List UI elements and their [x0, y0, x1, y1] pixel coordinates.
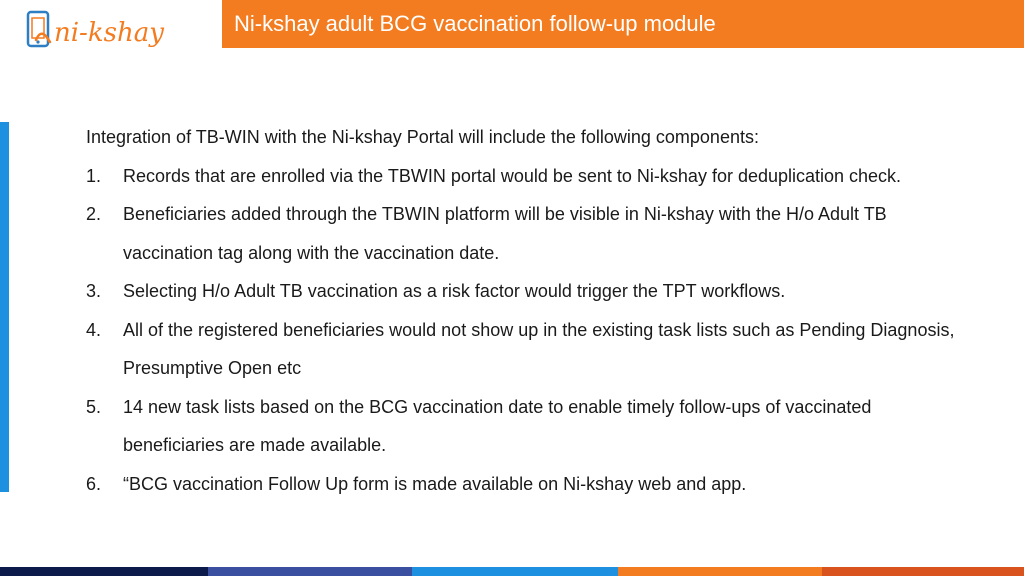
- content-body: [86, 118, 966, 503]
- header-bar: [222, 0, 1024, 48]
- list-item-text: Selecting H/o Adult TB vaccination as a risk factor would trigger the TPT workflows.: [123, 281, 786, 301]
- footer-segment: [208, 567, 412, 576]
- list-item-number: 2.: [86, 204, 102, 224]
- intro-text: Integration of TB-WIN with the Ni-kshay Portal will include the following components:: [86, 127, 759, 147]
- list-item-text: 14 new task lists based on the BCG vaccination date to enable timely follow-ups of vaccinated beneficiaries are made available.: [123, 396, 872, 455]
- component-list: [86, 157, 966, 504]
- footer-segment: [412, 567, 618, 576]
- list-item: [86, 388, 966, 465]
- list-item-number: 4.: [86, 319, 102, 340]
- list-item-number: 5.: [86, 396, 102, 417]
- nikshay-logo-icon: [26, 10, 196, 54]
- footer-segment: [822, 567, 1024, 576]
- list-item-number: 1.: [86, 165, 102, 186]
- list-item-number: 6.: [86, 473, 102, 494]
- nikshay-logo: [26, 10, 196, 54]
- footer-color-strip: [0, 567, 1024, 576]
- page-title: Ni-kshay adult BCG vaccination follow-up module: [234, 11, 716, 36]
- list-item: [86, 465, 966, 504]
- logo-wordmark: ni-kshay: [54, 18, 164, 48]
- left-accent-bar: [0, 122, 9, 492]
- list-item-text: Records that are enrolled via the TBWIN portal would be sent to Ni-kshay for deduplication check.: [123, 165, 902, 186]
- list-item: [86, 311, 966, 388]
- footer-segment: [0, 567, 208, 576]
- list-item: [86, 157, 966, 196]
- list-item-number: 3.: [86, 281, 102, 301]
- list-item-text: All of the registered beneficiaries would not show up in the existing task lists such as Pending Diagnosis, Presumptive Open etc: [123, 319, 955, 378]
- footer-segment: [618, 567, 822, 576]
- list-item-text: Beneficiaries added through the TBWIN platform will be visible in Ni-kshay with the H/o Adult TB vaccination tag along with the vaccination date.: [123, 204, 887, 263]
- list-item-text: “BCG vaccination Follow Up form is made available on Ni-kshay web and app.: [123, 473, 747, 494]
- list-item: [86, 195, 966, 272]
- list-item: [86, 272, 966, 311]
